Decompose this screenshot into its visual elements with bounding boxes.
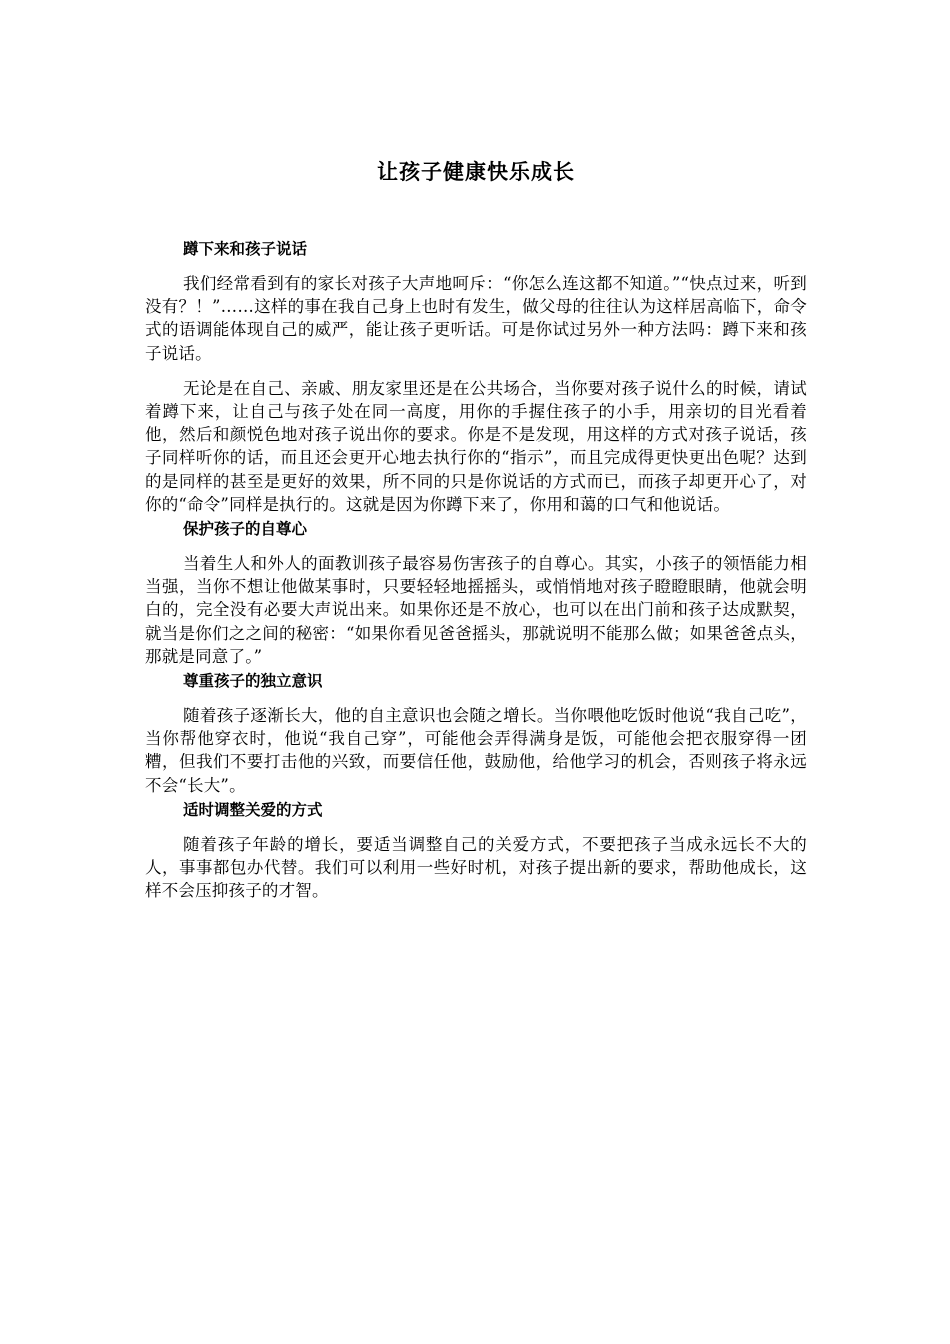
paragraph: 随着孩子年龄的增长，要适当调整自己的关爱方式，不要把孩子当成永远长不大的人，事事都包办代替。我们可以利用一些好时机，对孩子提出新的要求，帮助他成长，这样不会压抑孩子的才智。 [145,834,807,901]
section-adjust-care [145,797,807,903]
paragraph: 无论是在自己、亲戚、朋友家里还是在公共场合，当你要对孩子说什么的时候，请试着蹲下来，让自己与孩子处在同一高度，用你的手握住孩子的小手，用亲切的目光看着他，然后和颜悦色地对孩子说出你的要求。你是不是发现，用这样的方式对孩子说话，孩子同样听你的话，而且还会更开心地去执行你的“指示”，而且完成得更快更出色呢？达到的是同样的甚至是更好的效果，所不同的只是你说话的方式而已，而孩子却更开心了，对你的“命令”同样是执行的。这就是因为你蹲下来了，你用和蔼的口气和他说话。 [145,378,807,514]
document-body [145,236,807,902]
section-heading: 蹲下来和孩子说话 [183,240,308,258]
section-heading: 尊重孩子的独立意识 [183,672,323,691]
paragraph: 我们经常看到有的家长对孩子大声地呵斥：“你怎么连这都不知道。”“快点过来，听到没有？！”……这样的事在我自己身上也时有发生，做父母的往往认为这样居高临下，命令式的语调能体现自己的威严，能让孩子更听话。可是你试过另外一种方法吗：蹲下来和孩子说话。 [145,274,807,363]
document-title: 让孩子健康快乐成长 [377,160,575,184]
section-heading: 适时调整关爱的方式 [183,800,323,819]
paragraph: 当着生人和外人的面教训孩子最容易伤害孩子的自尊心。其实，小孩子的领悟能力相当强，当你不想让他做某事时，只要轻轻地摇摇头，或悄悄地对孩子瞪瞪眼睛，他就会明白的，完全没有必要大声说出来。如果你还是不放心，也可以在出门前和孩子达成默契，就当是你们之之间的秘密：“如果你看见爸爸摇头，那就说明不能那么做；如果爸爸点头，那就是同意了。” [145,554,807,666]
paragraph: 随着孩子逐渐长大，他的自主意识也会随之增长。当你喂他吃饭时他说“我自己吃”，当你帮他穿衣时，他说“我自己穿”，可能他会弄得满身是饭，可能他会把衣服穿得一团糟，但我们不要打击他的兴致，而要信任他，鼓励他，给他学习的机会，否则孩子将永远不会“长大”。 [145,706,807,795]
section-independence [145,668,807,797]
section-squat-down [145,236,807,516]
section-self-esteem [145,516,807,668]
section-heading: 保护孩子的自尊心 [183,520,308,539]
